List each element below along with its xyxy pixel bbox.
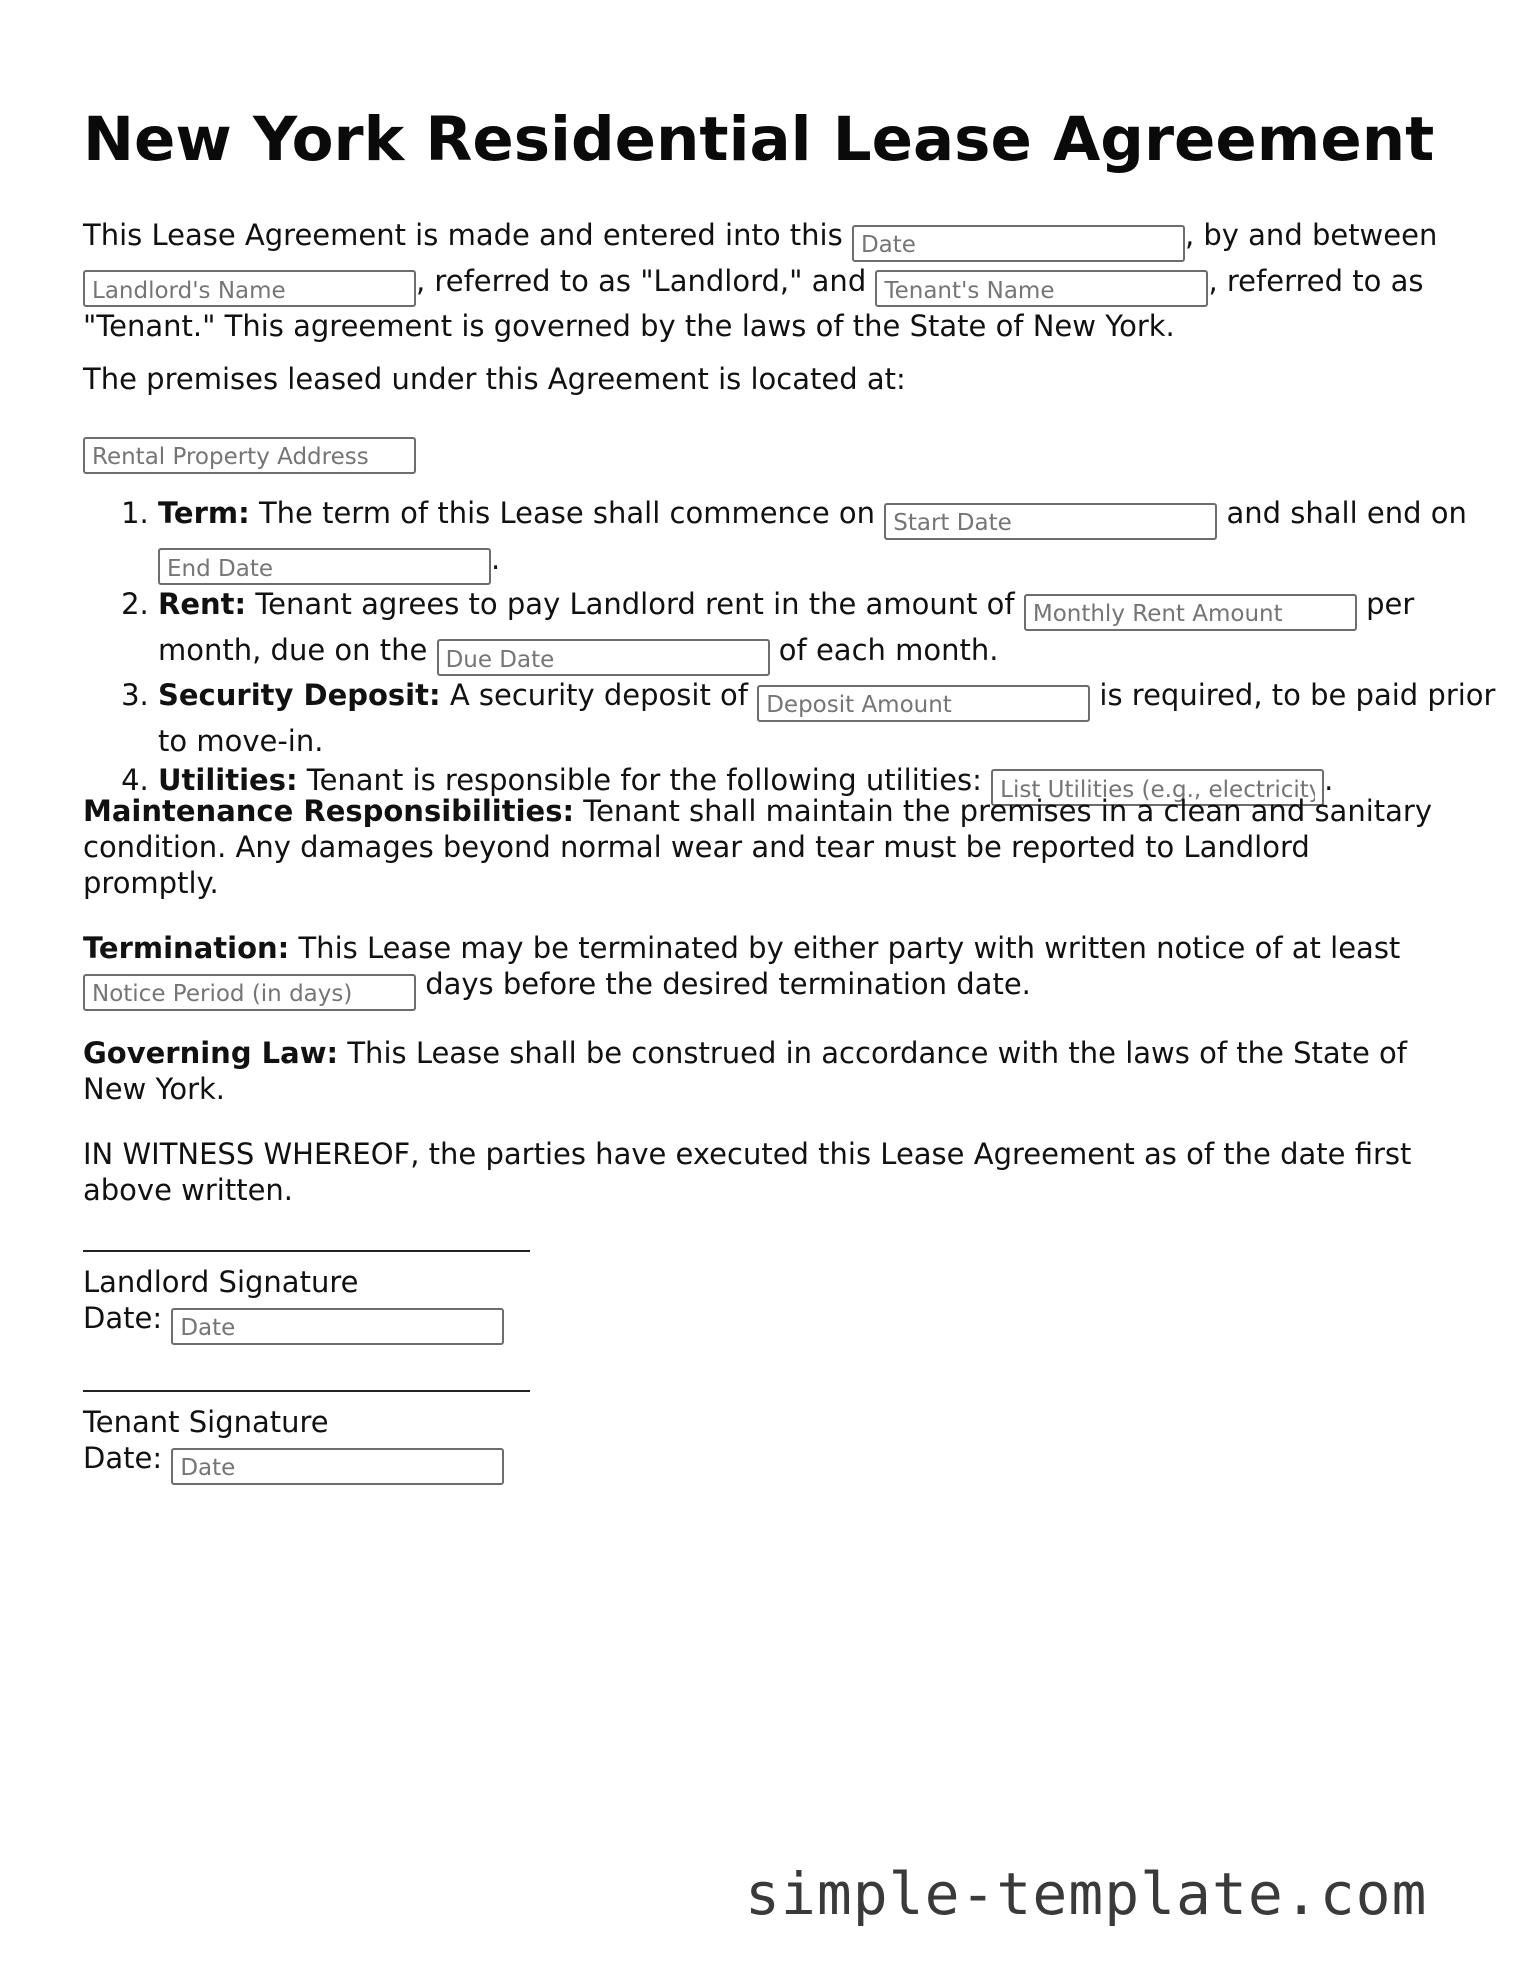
utilities-text-1: Tenant is responsible for the following utilities:: [306, 762, 982, 797]
tenant-signature-line[interactable]: [83, 1390, 530, 1392]
rent-label: Rent:: [158, 587, 247, 621]
tenant-signature-block: [83, 1390, 530, 1485]
notice-period-input[interactable]: [83, 974, 416, 1011]
term-label: Term:: [158, 496, 250, 530]
list-item-security-deposit: [158, 676, 1498, 761]
tenant-name-input[interactable]: [875, 270, 1208, 307]
governing-law-text: This Lease shall be construed in accordance with the laws of the State of New York.: [83, 1036, 1408, 1106]
rent-text-2: per month, due on the: [158, 587, 1415, 667]
premises-text: The premises leased under this Agreement is located at:: [83, 362, 906, 396]
rent-text-1: Tenant agrees to pay Landlord rent in the amount of: [255, 587, 1015, 621]
termination-text-2: days before the desired termination date.: [425, 967, 1031, 1001]
termination-label: Termination:: [83, 931, 290, 965]
deposit-amount-input[interactable]: [757, 685, 1090, 722]
footer-watermark: simple-template.com: [745, 1860, 1428, 1928]
utilities-label: Utilities:: [158, 762, 298, 797]
landlord-date-input[interactable]: [171, 1308, 504, 1345]
maintenance-text: Tenant shall maintain the premises in a clean and sanitary condition. Any damages beyond normal wear and tear must be reported to Landlord promptly.: [83, 794, 1432, 900]
landlord-signature-line[interactable]: [83, 1250, 530, 1252]
due-date-input[interactable]: [437, 639, 770, 676]
landlord-signature-label: Landlord Signature: [83, 1265, 359, 1299]
agreement-date-input[interactable]: [852, 225, 1185, 262]
term-text-2: and shall end on: [1226, 496, 1467, 530]
intro-paragraph: [83, 216, 1453, 346]
governing-law-paragraph: [83, 1035, 1453, 1107]
landlord-date-row: [83, 1300, 530, 1345]
rental-address-input[interactable]: [83, 437, 416, 474]
intro-text-4: , referred to as "Tenant." This agreement is governed by the laws of the State of New York.: [83, 263, 1424, 343]
landlord-signature-block: [83, 1250, 530, 1345]
maintenance-label: Maintenance Responsibilities:: [83, 794, 575, 828]
rent-text-3: of each month.: [778, 632, 999, 667]
termination-text-1: This Lease may be terminated by either party with written notice of at least: [298, 931, 1401, 965]
intro-text-1: This Lease Agreement is made and entered into this: [83, 218, 843, 252]
start-date-input[interactable]: [884, 503, 1217, 540]
term-text-3: .: [491, 541, 501, 576]
list-item-term: [158, 494, 1498, 585]
tenant-signature-label: Tenant Signature: [83, 1405, 329, 1439]
end-date-input[interactable]: [158, 548, 491, 585]
tenant-date-row: [83, 1440, 530, 1485]
governing-law-label: Governing Law:: [83, 1036, 339, 1070]
utilities-text-2: .: [1324, 762, 1334, 797]
intro-text-3: , referred to as "Landlord," and: [416, 263, 867, 298]
document-title: New York Residential Lease Agreement: [83, 104, 1435, 175]
witness-paragraph: IN WITNESS WHEREOF, the parties have executed this Lease Agreement as of the date first above written.: [83, 1137, 1412, 1207]
deposit-text-2: is required, to be paid prior to move-in.: [158, 678, 1496, 758]
list-item-rent: [158, 585, 1498, 676]
deposit-label: Security Deposit:: [158, 678, 441, 712]
term-text-1: The term of this Lease shall commence on: [258, 496, 876, 530]
monthly-rent-input[interactable]: [1024, 594, 1357, 631]
landlord-date-label: Date:: [83, 1301, 163, 1335]
intro-text-2: , by and between: [1184, 218, 1438, 252]
premises-address-row: [83, 428, 1453, 474]
landlord-name-input[interactable]: [83, 270, 416, 307]
tenant-date-label: Date:: [83, 1441, 163, 1475]
tenant-date-input[interactable]: [171, 1448, 504, 1485]
maintenance-paragraph: [83, 793, 1453, 901]
deposit-text-1: A security deposit of: [449, 678, 748, 712]
termination-paragraph: [83, 930, 1453, 1011]
lease-terms-list: [120, 494, 1498, 806]
